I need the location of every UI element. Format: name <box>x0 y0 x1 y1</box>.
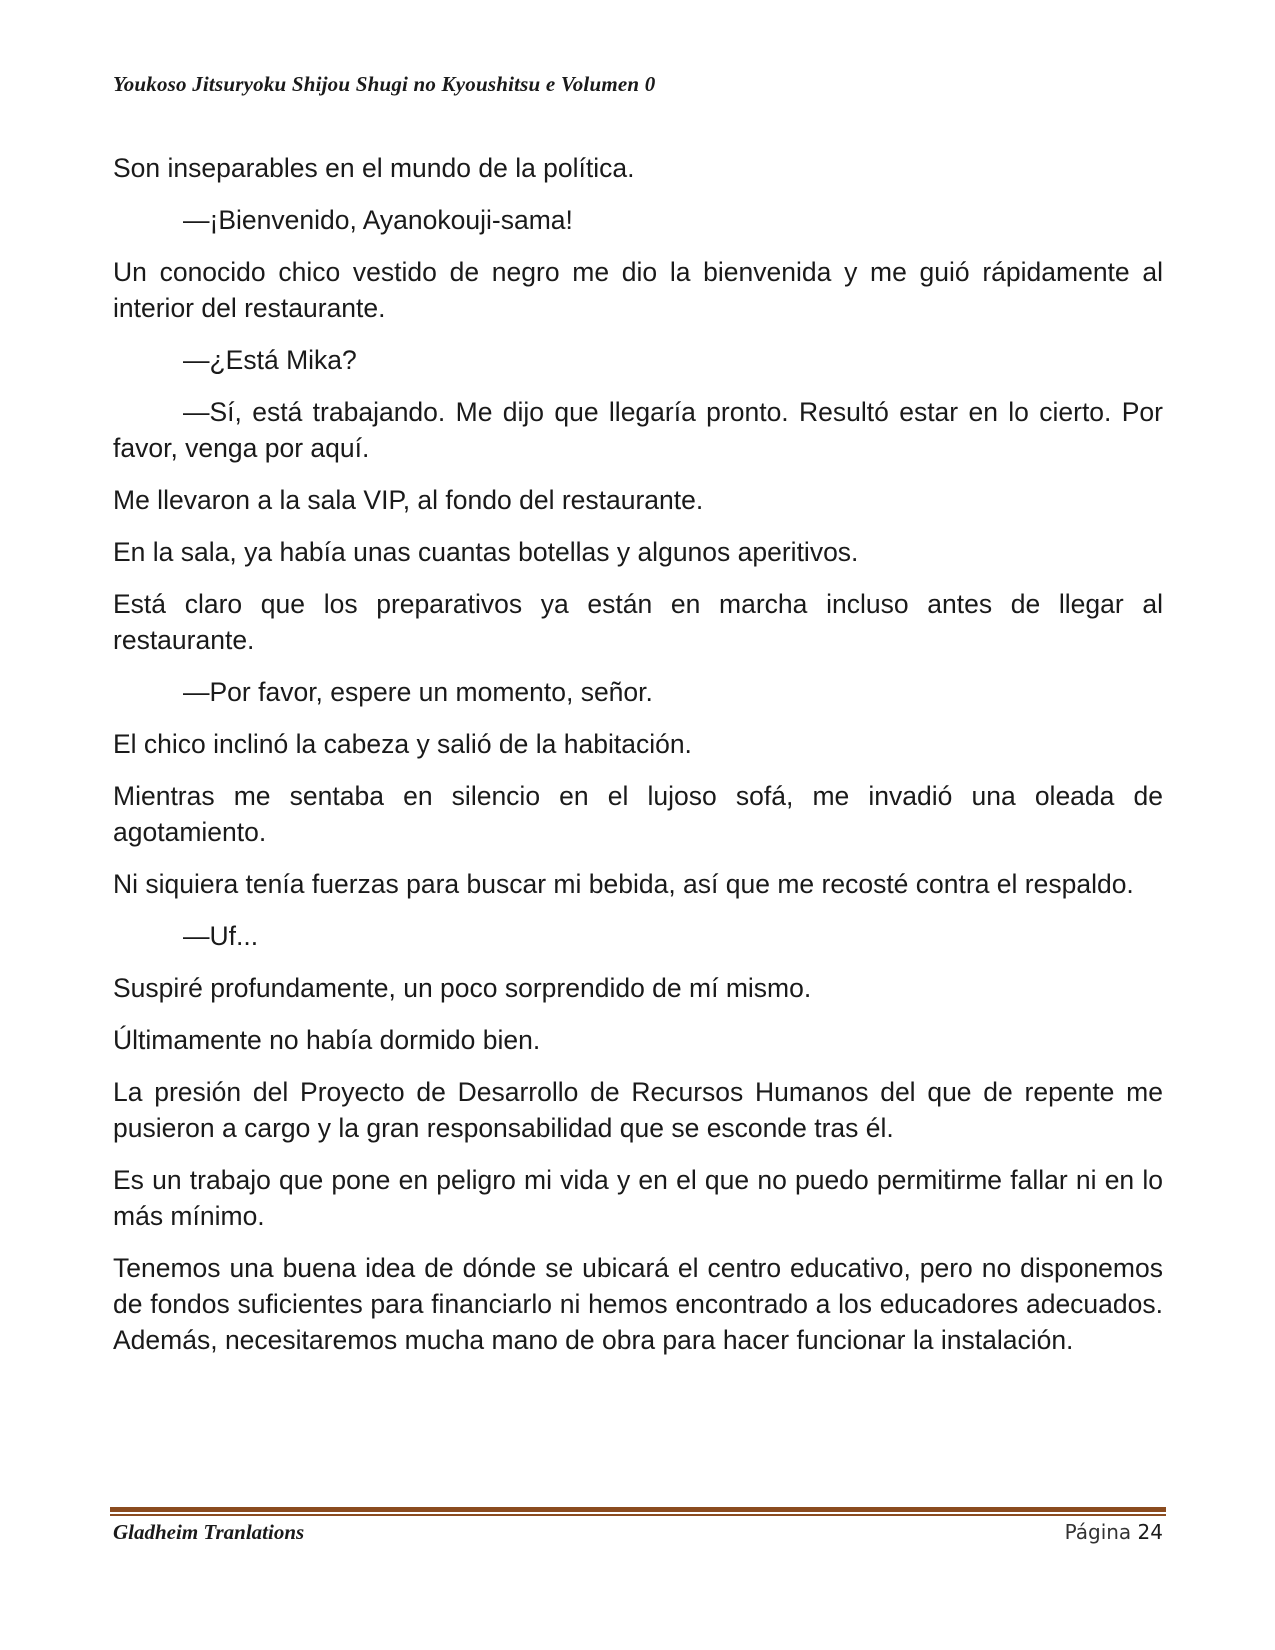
page-label: Página <box>1064 1520 1132 1544</box>
footer-rule-thin <box>110 1514 1166 1516</box>
paragraph: Me llevaron a la sala VIP, al fondo del restaurante. <box>113 485 704 515</box>
paragraph: Está claro que los preparativos ya están en marcha incluso antes de llegar al restaurante. <box>113 589 1163 655</box>
dialog-line: —Sí, está trabajando. Me dijo que llegaría pronto. Resultó estar en lo cierto. Por favor, venga por aquí. <box>113 397 1163 463</box>
paragraph: Últimamente no había dormido bien. <box>113 1025 541 1055</box>
paragraph: Ni siquiera tenía fuerzas para buscar mi bebida, así que me recosté contra el respaldo. <box>113 869 1134 899</box>
paragraph: Son inseparables en el mundo de la política. <box>113 153 635 183</box>
paragraph: La presión del Proyecto de Desarrollo de Recursos Humanos del que de repente me pusieron a cargo y la gran responsabilidad que se esconde tras él. <box>113 1077 1163 1143</box>
dialog-line: —¡Bienvenido, Ayanokouji-sama! <box>183 205 573 235</box>
page-number: 24 <box>1137 1520 1163 1544</box>
paragraph: El chico inclinó la cabeza y salió de la habitación. <box>113 729 692 759</box>
dialog-line: —¿Está Mika? <box>183 345 357 375</box>
paragraph: Es un trabajo que pone en peligro mi vida y en el que no puedo permitirme fallar ni en lo más mínimo. <box>113 1165 1163 1231</box>
paragraph: Un conocido chico vestido de negro me dio la bienvenida y me guió rápidamente al interior del restaurante. <box>113 257 1163 323</box>
paragraph: Tenemos una buena idea de dónde se ubicará el centro educativo, pero no disponemos de fondos suficientes para financiarlo ni hemos encontrado a los educadores adecuados. Además, necesitaremos mucha mano de obra para hacer funcionar la instalación. <box>113 1253 1163 1355</box>
dialog-line: —Por favor, espere un momento, señor. <box>183 677 653 707</box>
running-header: Youkoso Jitsuryoku Shijou Shugi no Kyoushitsu e Volumen 0 <box>113 72 656 96</box>
page-number-block <box>1065 1520 1163 1544</box>
paragraph: Mientras me sentaba en silencio en el lujoso sofá, me invadió una oleada de agotamiento. <box>113 781 1163 847</box>
dialog-line: —Uf... <box>183 921 259 951</box>
footer-credit: Gladheim Tranlations <box>113 1520 305 1544</box>
footer-rule <box>110 1507 1166 1512</box>
paragraph: Suspiré profundamente, un poco sorprendido de mí mismo. <box>113 973 812 1003</box>
paragraph: En la sala, ya había unas cuantas botellas y algunos aperitivos. <box>113 537 859 567</box>
body-text <box>113 150 1163 1374</box>
